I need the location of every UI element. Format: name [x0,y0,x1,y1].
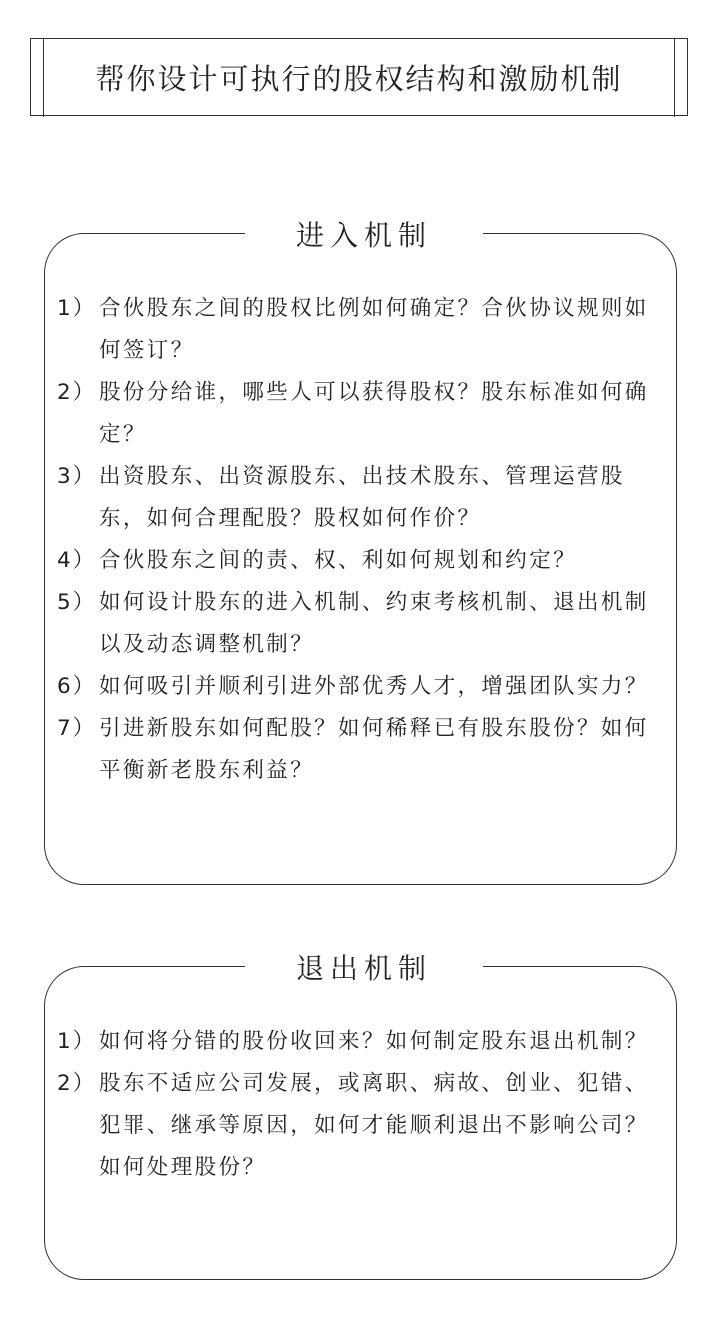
title-banner [30,38,688,116]
list-item [57,1063,657,1189]
entry-mechanism-list [57,288,657,792]
entry-mechanism-heading: 进入机制 [245,212,483,256]
exit-mechanism-list [57,1021,657,1189]
item-text: 如何设计股东的进入机制、约束考核机制、退出机制以及动态调整机制？ [99,590,649,657]
item-number: 2） [57,380,97,405]
exit-mechanism-card [44,952,677,1280]
item-text: 合伙股东之间的责、权、利如何规划和约定？ [99,548,578,573]
list-item [57,708,657,792]
item-number: 3） [57,464,97,489]
page-title: 帮你设计可执行的股权结构和激励机制 [95,61,623,96]
item-text: 股份分给谁，哪些人可以获得股权？股东标准如何确定？ [99,380,649,447]
item-text: 合伙股东之间的股权比例如何确定？合伙协议规则如何签订？ [99,296,649,363]
item-number: 1） [57,1029,97,1054]
item-number: 5） [57,590,97,615]
list-item [57,582,657,666]
item-text: 出资股东、出资源股东、出技术股东、管理运营股东，如何合理配股？股权如何作价？ [99,464,625,531]
list-item [57,372,657,456]
item-text: 股东不适应公司发展，或离职、病故、创业、犯错、犯罪、继承等原因，如何才能顺利退出不影响公司？如何处理股份？ [99,1071,649,1180]
item-text: 如何吸引并顺利引进外部优秀人才，增强团队实力？ [99,674,649,699]
list-item [57,666,657,708]
item-text: 引进新股东如何配股？如何稀释已有股东股份？如何平衡新老股东利益？ [99,716,649,783]
item-number: 1） [57,296,97,321]
item-number: 7） [57,716,97,741]
list-item [57,288,657,372]
item-number: 2） [57,1071,97,1096]
list-item [57,1021,657,1063]
exit-mechanism-heading: 退出机制 [245,945,483,989]
list-item [57,456,657,540]
entry-mechanism-card [44,219,677,885]
item-number: 6） [57,674,97,699]
list-item [57,540,657,582]
item-text: 如何将分错的股份收回来？如何制定股东退出机制？ [99,1029,649,1054]
item-number: 4） [57,548,97,573]
